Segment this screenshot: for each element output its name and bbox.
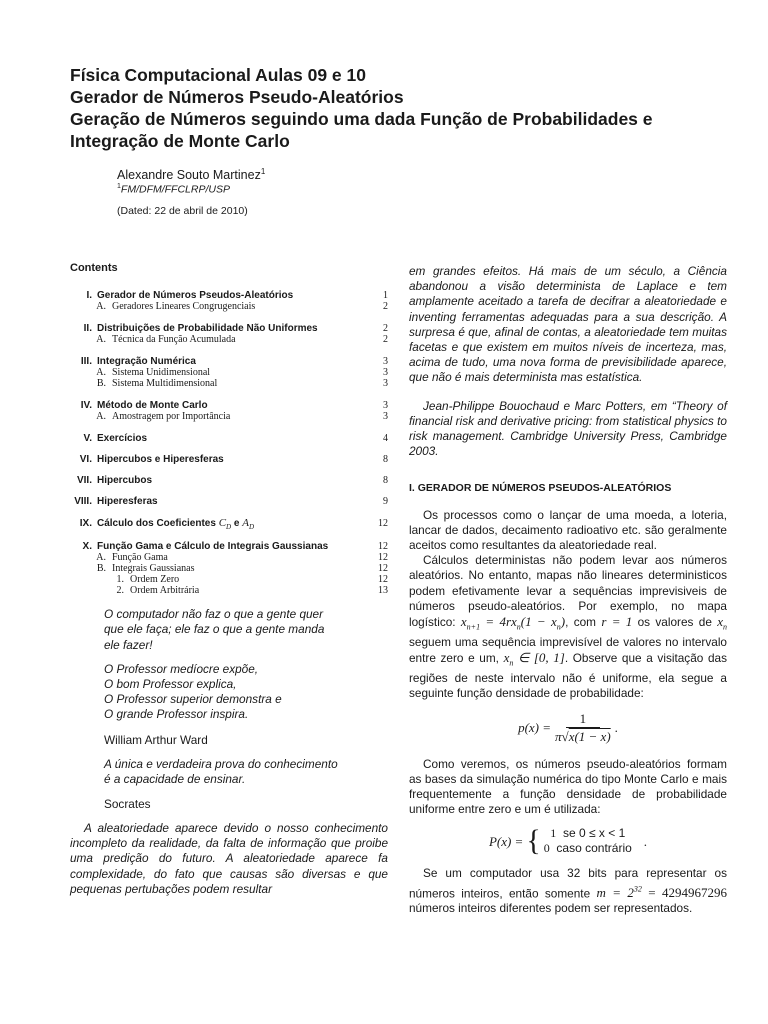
toc-page: 3 — [383, 400, 388, 411]
toc-num: VI. — [79, 454, 92, 465]
toc-section-5[interactable] — [70, 433, 388, 444]
toc-sub-page: 13 — [378, 585, 388, 597]
toc-num: IX. — [79, 518, 92, 529]
toc-label: Gerador de Números Pseudos-Aleatórios — [97, 290, 294, 301]
toc-sub-letter: A. — [96, 334, 106, 345]
symbol-cd — [218, 517, 232, 532]
quote-3-author: Socrates — [104, 797, 151, 812]
toc-num: VII. — [76, 475, 92, 486]
toc-label: Hipercubos e Hiperesferas — [97, 454, 224, 465]
eq2-case2-text: caso contrário — [556, 841, 632, 856]
toc-page: 12 — [378, 518, 388, 529]
logistic-map: $x_{n+1} = 4rx_n(1 - x_n)$ — [460, 614, 566, 632]
p2-text-e: . Observe que a visitação das regiões de neste intervalo não é uniforme, ela segue a seguinte função densidade de probabilidade: — [409, 651, 727, 701]
interval: $x_n$ ∈ [0, 1] — [503, 650, 565, 668]
eq2-case1-val: 1 — [550, 826, 557, 841]
toc-label: Método de Monte Carlo — [97, 400, 208, 411]
toc-sub-label: Técnica da Função Acumulada — [112, 334, 236, 345]
toc-sub-page: 3 — [383, 411, 388, 422]
author-name: Alexandre Souto Martinez — [117, 168, 261, 183]
toc-section-6[interactable] — [70, 454, 388, 465]
title-line-3: Geração de Números seguindo uma dada Função de Probabilidades e — [70, 109, 653, 129]
left-paragraph: A aleatoriedade aparece devido o nosso conhecimento incompleto da realidade, da falta de informação que proibe uma predição do futuro. A aleatoriedade aparece fa complexidade, do fato que causas são diversas e que pequenas pertubações podem resultar — [70, 821, 388, 896]
quote-3-line-1: A única e verdadeira prova do conhecimento — [104, 756, 338, 771]
toc-subsection-10b[interactable] — [70, 563, 388, 574]
citation-paragraph: Jean-Philippe Bouochaud e Marc Potters, em “Theory of financial risk and derivative pricing: from statistical physics to risk management. Cambridge University Press, Cambridge 2003. — [409, 398, 727, 459]
equation-1 — [409, 711, 727, 744]
symbol-a: A — [242, 517, 249, 529]
toc-sub-letter: 2. — [116, 585, 124, 597]
title-block — [70, 64, 730, 152]
toc-sub-label: Ordem Zero — [130, 574, 180, 586]
eq2-period: . — [643, 833, 648, 849]
symbol-a-sub: D — [248, 523, 255, 532]
p4-text-a: Se um computador usa 32 bits para representar os números inteiros, então somente — [409, 866, 727, 901]
symbol-ad — [242, 517, 255, 532]
author-sup: 1 — [260, 167, 266, 176]
eq1-fraction — [555, 711, 611, 744]
toc-label: Exercícios — [97, 433, 148, 444]
toc-label: Hiperesferas — [97, 496, 158, 507]
toc-sub-letter: B. — [96, 563, 106, 575]
x-n: $x_n$ — [717, 614, 727, 632]
affiliation-text: FM/DFM/FFCLRP/USP — [120, 183, 230, 196]
toc-sub-label: Geradores Lineares Congrugenciais — [112, 301, 256, 312]
p2-text-b: , com — [565, 615, 602, 630]
toc-sub-letter: A. — [96, 552, 106, 564]
toc-sub-page: 2 — [383, 301, 388, 312]
toc-sub-letter: A. — [96, 367, 106, 378]
paragraph-1: Os processos como o lançar de uma moeda, a loteria, lancar de dados, decaimento radioativo etc. são geralmente aceitos como resultantes da aleatoriedade real. — [409, 507, 727, 553]
eq2-cases — [544, 826, 632, 856]
eq1-denominator: π√x(1 − x) — [555, 729, 611, 745]
p2-text-a: Cálculos deterministas não podem levar aos números aleatórios. No entanto, mapas não lineares deterministicos podem efetivamente levar a sequências imprevisiveis de números pseudo-aleatórios. Por exemplo, no mapa logístico: — [409, 553, 727, 630]
eq1-period: . — [614, 720, 618, 736]
toc-label-mid: e — [231, 518, 243, 529]
toc-sub-letter: B. — [96, 378, 106, 389]
toc-sub-page: 3 — [383, 367, 388, 378]
toc-section-4[interactable] — [70, 400, 388, 411]
p2-text-c: os valores de — [632, 615, 718, 630]
toc-section-10[interactable] — [70, 541, 388, 552]
toc-num: III. — [80, 356, 92, 367]
m-result: = 4294967296 — [641, 885, 727, 901]
m-exponent: 32 — [633, 884, 642, 894]
affiliation — [117, 183, 265, 196]
right-column — [409, 264, 727, 916]
toc-sub-letter: 1. — [116, 574, 124, 586]
toc-label — [97, 517, 368, 531]
author — [117, 167, 265, 182]
symbol-c: C — [218, 517, 227, 529]
toc-page: 8 — [383, 454, 388, 465]
toc-section-9[interactable] — [70, 517, 388, 531]
toc-page: 2 — [383, 323, 388, 334]
author-block — [117, 167, 265, 217]
quote-2-line-1: O Professor medíocre expõe, — [104, 661, 259, 676]
toc-sub-label: Integrais Gaussianas — [112, 563, 195, 575]
toc-subsubsection-10b1[interactable] — [70, 574, 388, 585]
toc-sub-label: Sistema Multidimensional — [112, 378, 218, 389]
toc-num: IV. — [80, 400, 92, 411]
toc-sub-letter: A. — [96, 301, 106, 312]
toc-sub-label: Função Gama — [112, 552, 168, 564]
toc-page: 12 — [378, 541, 388, 553]
toc-sub-page: 12 — [378, 574, 388, 586]
quote-1-line-3: ele fazer! — [104, 637, 153, 652]
toc-num: VIII. — [74, 496, 92, 507]
toc-subsection-10a[interactable] — [70, 552, 388, 563]
eq1-lhs: p(x) = — [518, 720, 552, 736]
dated: (Dated: 22 de abril de 2010) — [117, 204, 248, 217]
left-paragraph-block — [70, 821, 388, 897]
toc-sub-letter: A. — [96, 411, 106, 422]
toc-section-3[interactable] — [70, 356, 388, 367]
toc-subsection-3a[interactable] — [70, 367, 388, 378]
toc-label: Integração Numérica — [97, 356, 196, 367]
eq2-lhs: P(x) = — [488, 833, 524, 849]
toc-page: 4 — [383, 433, 388, 444]
toc-sub-page: 3 — [383, 378, 388, 389]
toc-page: 3 — [383, 356, 388, 367]
paragraph-4 — [409, 866, 727, 916]
toc-num: I. — [86, 290, 92, 301]
quote-1-line-1: O computador não faz o que a gente quer — [104, 607, 324, 622]
toc-label: Distribuições de Probabilidade Não Uniformes — [97, 323, 318, 334]
toc-sub-page: 12 — [378, 563, 388, 575]
r-equals-1: r = 1 — [601, 614, 633, 630]
toc-label-prefix: Cálculo dos Coeficientes — [97, 518, 219, 529]
p4-text-b: números inteiros diferentes podem ser representados. — [409, 901, 693, 916]
table-of-contents — [70, 290, 388, 596]
title-line-4: Integração de Monte Carlo — [70, 131, 290, 151]
eq2-case-1 — [544, 826, 632, 841]
toc-page: 1 — [383, 290, 388, 301]
toc-sub-page: 2 — [383, 334, 388, 345]
quote-2-line-4: O grande Professor inspira. — [104, 707, 249, 722]
toc-subsubsection-10b2[interactable] — [70, 585, 388, 596]
eq2-case2-val: 0 — [543, 841, 550, 856]
quote-2-line-3: O Professor superior demonstra e — [104, 692, 282, 707]
title-line-1: Física Computacional Aulas 09 e 10 — [70, 65, 366, 85]
toc-section-2[interactable] — [70, 323, 388, 334]
toc-num: II. — [83, 323, 92, 334]
toc-page: 9 — [383, 496, 388, 507]
toc-num: X. — [82, 541, 92, 553]
toc-num: V. — [83, 433, 92, 444]
toc-label: Hipercubos — [97, 475, 153, 486]
m-value — [597, 885, 727, 900]
continued-paragraph: em grandes efeitos. Há mais de um século, a Ciência abandonou a visão determinista de Laplace e tem amplamente aceitado a tarefa de decifrar a aleatoriedade e inventing ferramentas adequadas para a sua descrição. A surpresa é que, afinal de contas, a aleatoriedade tem muitas facetas e que existem em muitos níveis de incerteza, mas, acima de tudo, uma nova forma de previsibilidade aparece, que não é mais determinista mas estatística. — [409, 264, 727, 385]
quote-2-line-2: O bom Professor explica, — [104, 677, 237, 691]
toc-sub-label: Sistema Unidimensional — [112, 367, 211, 378]
eq1-numerator: 1 — [566, 711, 601, 728]
toc-subsection-1a[interactable] — [70, 301, 388, 312]
p2-text-d: seguem uma sequência imprevisível de valores no intervalo entre zero e um, — [409, 634, 727, 666]
eq2-brace: { — [526, 824, 541, 858]
toc-subsection-3b[interactable] — [70, 378, 388, 389]
title-line-2: Gerador de Números Pseudo-Aleatórios — [70, 87, 404, 107]
toc-subsection-4a[interactable] — [70, 411, 388, 422]
toc-section-1[interactable] — [70, 290, 388, 301]
toc-subsection-2a[interactable] — [70, 334, 388, 345]
quote-1-line-2: que ele faça; ele faz o que a gente manda — [104, 622, 325, 637]
toc-section-7[interactable] — [70, 475, 388, 486]
epigraphs — [70, 607, 389, 811]
equation-2 — [409, 826, 727, 856]
quote-2-author: William Arthur Ward — [104, 732, 208, 747]
paragraph-3: Como veremos, os números pseudo-aleatórios formam as bases da simulação numérica do tipo Monte Carlo e mais frequentemente a função densidade de probabilidade uniforme entre zero e um é utilizada: — [409, 756, 727, 817]
eq2-case1-text: se 0 ≤ x < 1 — [562, 826, 626, 841]
contents-title: Contents — [70, 262, 118, 274]
toc-section-8[interactable] — [70, 496, 388, 507]
toc-sub-label: Ordem Arbitrária — [130, 585, 200, 597]
affiliation-sup: 1 — [117, 183, 121, 191]
section-heading-1: I. GERADOR DE NÚMEROS PSEUDOS-ALEATÓRIOS — [409, 482, 672, 495]
eq2-case-2 — [544, 841, 632, 856]
toc-label: Função Gama e Cálculo de Integrais Gaussianas — [97, 541, 329, 553]
paragraph-2 — [409, 553, 727, 701]
left-column — [70, 262, 388, 897]
toc-sub-page: 12 — [378, 552, 388, 564]
toc-page: 8 — [383, 475, 388, 486]
toc-sub-label: Amostragem por Importância — [112, 411, 231, 422]
m-base: m = 2 — [596, 885, 634, 901]
quote-3-line-2: é a capacidade de ensinar. — [104, 771, 246, 786]
symbol-c-sub: D — [226, 523, 232, 532]
